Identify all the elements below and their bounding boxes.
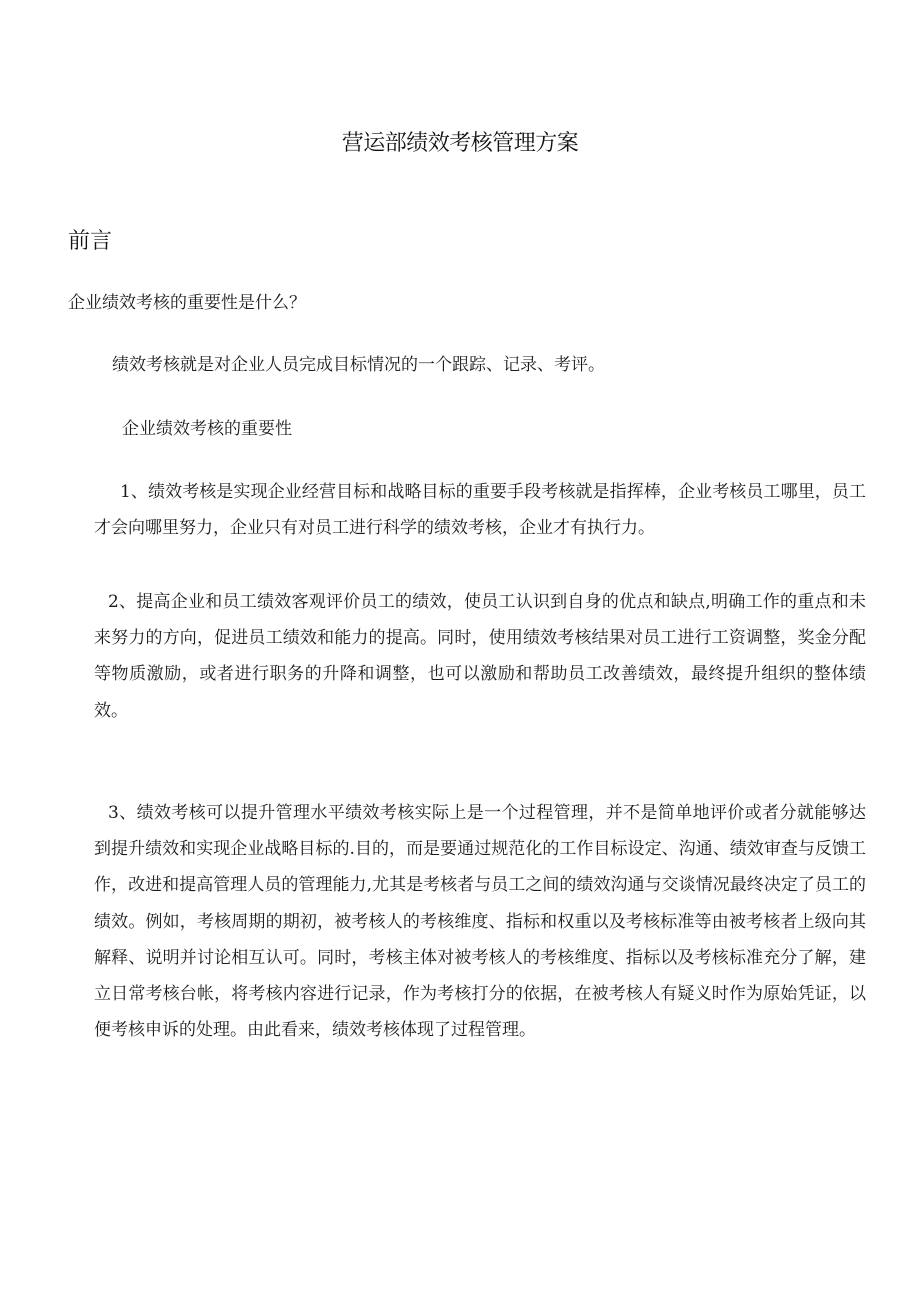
paragraph-3: 3、绩效考核可以提升管理水平绩效考核实际上是一个过程管理，并不是简单地评价或者分就能够达到提升绩效和实现企业战略目标的.目的，而是要通过规范化的工作目标设定、沟通、绩效审查与反馈工作，改进和提高管理人员的管理能力,尤其是考核者与员工之间的绩效沟通与交谈情况最终决定了员工的绩效。例如，考核周期的期初，被考核人的考核维度、指标和权重以及考核标准等由被考核者上级向其解释、说明并讨论相互认可。同时，考核主体对被考核人的考核维度、指标以及考核标准充分了解，建立日常考核台帐，将考核内容进行记录，作为考核打分的依据，在被考核人有疑义时作为原始凭证，以便考核申诉的处理。由此看来，绩效考核体现了过程管理。 (94, 803, 866, 1041)
paragraph-2: 2、提高企业和员工绩效客观评价员工的绩效，使员工认识到自身的优点和缺点,明确工作的重点和未来努力的方向，促进员工绩效和能力的提高。同时，使用绩效考核结果对员工进行工资调整，奖金分配等物质激励，或者进行职务的升降和调整，也可以激励和帮助员工改善绩效，最终提升组织的整体绩效。 (94, 592, 866, 721)
paragraph-1: 1、绩效考核是实现企业经营目标和战略目标的重要手段考核就是指挥棒，企业考核员工哪里，员工才会向哪里努力，企业只有对员工进行科学的绩效考核，企业才有执行力。 (94, 482, 866, 539)
question-line: 企业绩效考核的重要性是什么？ (68, 293, 306, 313)
subheading: 企业绩效考核的重要性 (122, 419, 292, 439)
document-title: 营运部绩效考核管理方案 (341, 131, 579, 156)
definition-line: 绩效考核就是对企业人员完成目标情况的一个跟踪、记录、考评。 (112, 355, 605, 375)
section-heading: 前言 (68, 229, 113, 254)
